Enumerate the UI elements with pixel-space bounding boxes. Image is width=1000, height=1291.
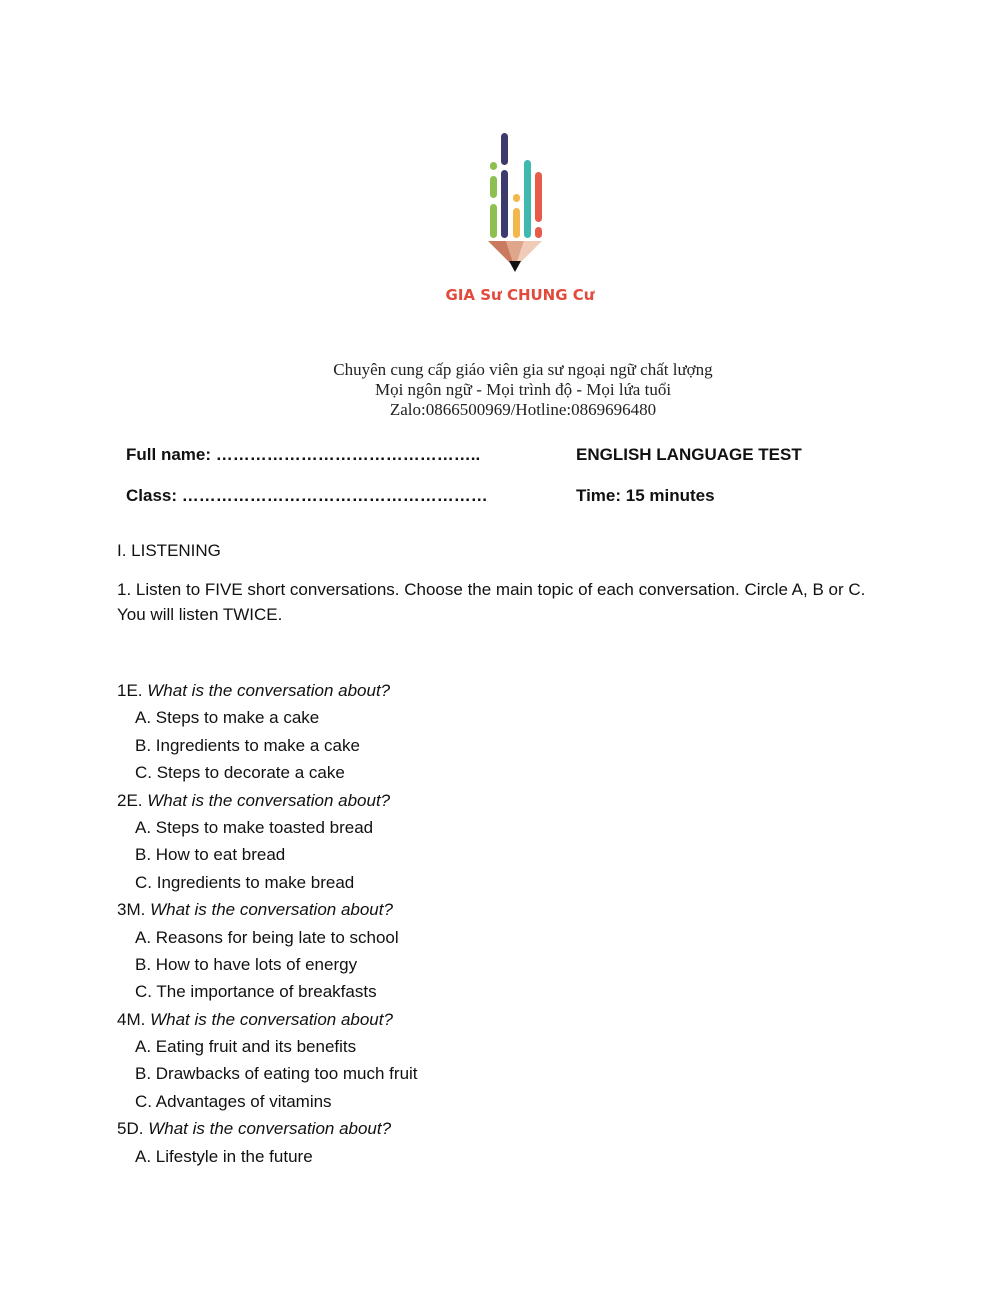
option-2c: C. Ingredients to make bread xyxy=(135,872,355,892)
option-3a: A. Reasons for being late to school xyxy=(135,927,399,947)
pencil-logo-icon xyxy=(440,128,600,283)
option-1b: B. Ingredients to make a cake xyxy=(135,735,360,755)
question-number: 5D. xyxy=(117,1119,144,1139)
question-5 xyxy=(117,1115,418,1142)
option-4b: B. Drawbacks of eating too much fruit xyxy=(135,1064,418,1084)
intro-block xyxy=(0,360,1000,420)
logo xyxy=(440,128,600,308)
option-2b: B. How to eat bread xyxy=(135,845,286,865)
question-number: 1E. xyxy=(117,681,143,700)
question-2 xyxy=(117,787,418,814)
intro-line-2: Mọi ngôn ngữ - Mọi trình độ - Mọi lứa tuổi xyxy=(374,380,672,399)
option-3c: C. The importance of breakfasts xyxy=(135,982,377,1002)
question-4 xyxy=(117,1006,418,1033)
question-number: 3M. xyxy=(117,900,146,920)
option-1c: C. Steps to decorate a cake xyxy=(135,763,345,783)
option-4c: C. Advantages of vitamins xyxy=(135,1091,332,1111)
question-prompt: What is the conversation about? xyxy=(150,1009,393,1029)
option-4a: A. Eating fruit and its benefits xyxy=(135,1037,357,1057)
question-prompt: What is the conversation about? xyxy=(147,681,391,700)
option-5a: A. Lifestyle in the future xyxy=(135,1146,313,1166)
question-prompt: What is the conversation about? xyxy=(148,1119,392,1139)
question-list xyxy=(117,677,418,1170)
section-instruction: 1. Listen to FIVE short conversations. Choose the main topic of each conversation. Circle A, B or C. You will listen TWICE. xyxy=(117,580,866,624)
question-prompt: What is the conversation about? xyxy=(147,790,391,810)
option-1a: A. Steps to make a cake xyxy=(135,708,320,728)
option-2a: A. Steps to make toasted bread xyxy=(135,817,374,837)
section-title: I. LISTENING xyxy=(117,541,221,560)
question-3 xyxy=(117,896,418,923)
time-limit: Time: 15 minutes xyxy=(576,486,715,505)
intro-line-1: Chuyên cung cấp giáo viên gia sư ngoại ngữ chất lượng xyxy=(333,360,713,379)
option-3b: B. How to have lots of energy xyxy=(135,954,358,974)
class-field: Class: ……………………………………………… xyxy=(126,486,488,505)
test-title: ENGLISH LANGUAGE TEST xyxy=(576,445,802,464)
question-1 xyxy=(117,677,418,704)
question-prompt: What is the conversation about? xyxy=(150,900,393,920)
intro-line-3: Zalo:0866500969/Hotline:0869696480 xyxy=(389,400,657,419)
question-number: 4M. xyxy=(117,1009,146,1029)
logo-brand-text: GIA Sư CHUNG Cư xyxy=(445,286,595,304)
full-name-field: Full name: ……………………………………….. xyxy=(126,445,481,464)
question-number: 2E. xyxy=(117,790,143,810)
